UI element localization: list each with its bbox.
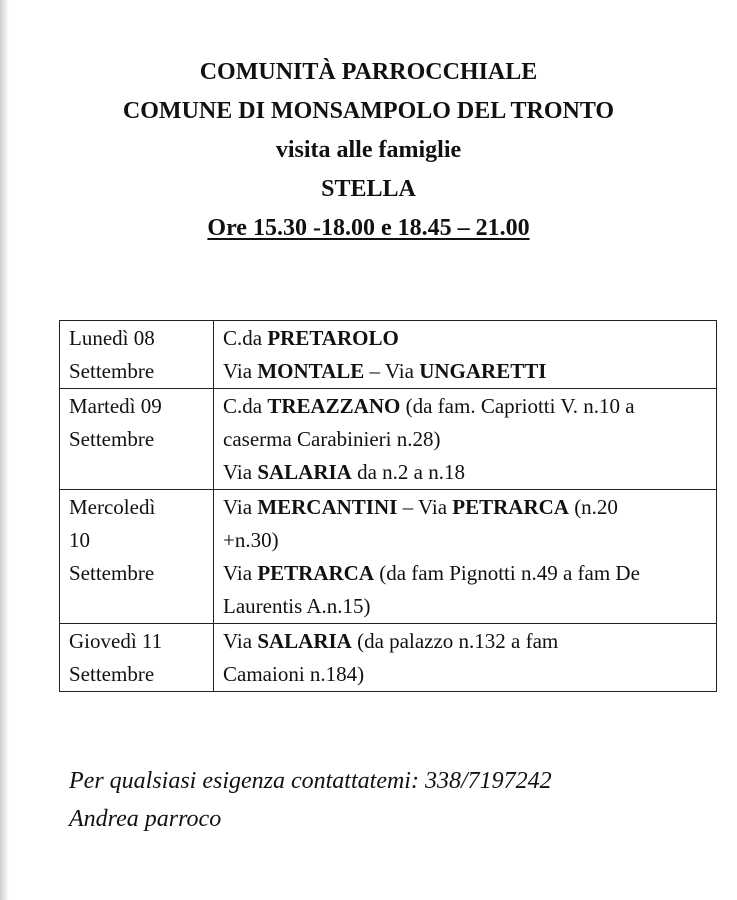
day-text: 10: [69, 528, 90, 552]
municipality-title: COMUNE DI MONSAMPOLO DEL TRONTO: [122, 98, 615, 124]
day-text: Giovedì 11: [69, 629, 163, 653]
street-text: Via: [223, 359, 258, 383]
visit-hours: Ore 15.30 -18.00 e 18.45 – 21.00: [207, 215, 530, 241]
street-name: PETRARCA: [452, 495, 569, 519]
street-line: [223, 322, 708, 355]
street-line: [223, 658, 708, 691]
day-text: Mercoledì: [69, 495, 156, 519]
street-line: [223, 423, 708, 456]
day-text: Martedì 09: [69, 394, 162, 418]
street-text: (da fam Pignotti n.49 a fam De: [373, 561, 640, 585]
streets-cell: [214, 490, 717, 624]
street-text: da n.2 a n.18: [351, 460, 465, 484]
streets-cell: [214, 624, 717, 692]
street-name: MERCANTINI: [257, 495, 398, 519]
street-text: C.da: [223, 394, 268, 418]
street-text: C.da: [223, 326, 268, 350]
street-text: caserma Carabinieri n.28): [223, 427, 441, 451]
day-text: Settembre: [69, 359, 155, 383]
street-line: [223, 355, 708, 388]
day-cell: [60, 490, 214, 624]
day-cell: [60, 389, 214, 490]
community-title: COMUNITÀ PARROCCHIALE: [199, 59, 538, 85]
schedule-table: [59, 320, 717, 692]
street-line: [223, 390, 708, 423]
schedule-row: [60, 624, 717, 692]
street-name: SALARIA: [257, 629, 352, 653]
street-text: (da palazzo n.132 a fam: [351, 629, 559, 653]
streets-cell: [214, 321, 717, 389]
street-name: PETRARCA: [257, 561, 374, 585]
street-text: Via: [223, 629, 258, 653]
streets-cell: [214, 389, 717, 490]
contact-footer: [69, 762, 552, 838]
street-line: [223, 625, 708, 658]
street-name: TREAZZANO: [267, 394, 401, 418]
schedule-row: [60, 321, 717, 389]
day-cell: [60, 321, 214, 389]
street-name: UNGARETTI: [419, 359, 547, 383]
street-line: [223, 456, 708, 489]
area-name: STELLA: [321, 176, 416, 202]
schedule-row: [60, 490, 717, 624]
street-text: Via: [223, 460, 258, 484]
street-line: [223, 557, 708, 590]
street-text: Via: [223, 495, 258, 519]
street-name: MONTALE: [257, 359, 365, 383]
day-text: Settembre: [69, 561, 155, 585]
street-line: [223, 491, 708, 524]
street-text: – Via: [364, 359, 420, 383]
notice-header: [0, 53, 737, 248]
street-text: +n.30): [223, 528, 279, 552]
signature-line: Andrea parroco: [69, 806, 222, 832]
street-name: SALARIA: [257, 460, 352, 484]
street-text: Laurentis A.n.15): [223, 594, 371, 618]
schedule-row: [60, 389, 717, 490]
visit-subtitle: visita alle famiglie: [275, 137, 462, 163]
street-text: (n.20: [568, 495, 618, 519]
day-text: Lunedì 08: [69, 326, 155, 350]
day-text: Settembre: [69, 662, 155, 686]
street-text: Camaioni n.184): [223, 662, 365, 686]
contact-line: Per qualsiasi esigenza contattatemi: 338/7197242: [69, 768, 552, 794]
street-text: – Via: [397, 495, 453, 519]
day-text: Settembre: [69, 427, 155, 451]
street-text: Via: [223, 561, 258, 585]
street-name: PRETAROLO: [267, 326, 399, 350]
street-line: [223, 590, 708, 623]
street-line: [223, 524, 708, 557]
street-text: (da fam. Capriotti V. n.10 a: [400, 394, 635, 418]
day-cell: [60, 624, 214, 692]
